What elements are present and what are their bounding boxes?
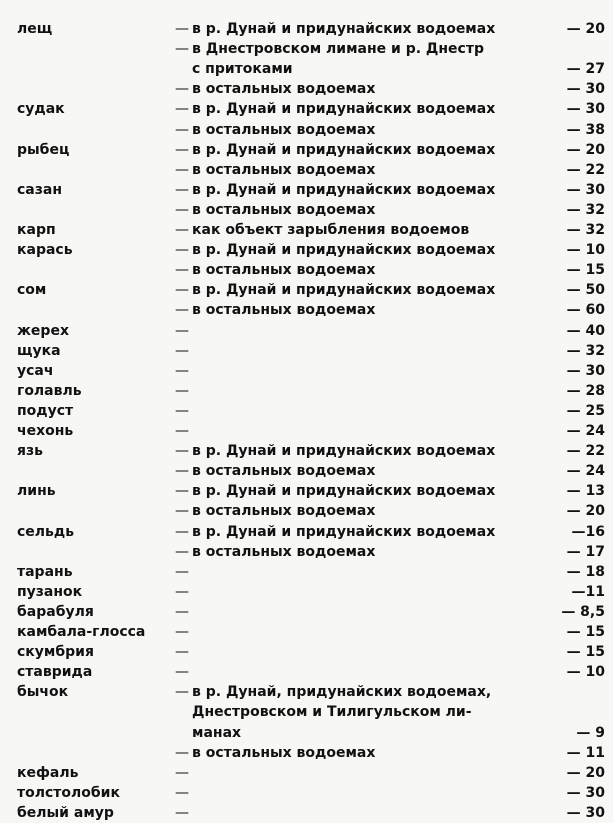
fish-name: жерех bbox=[17, 322, 69, 339]
dash-separator: — bbox=[175, 583, 189, 600]
habitat-description: Днестровском и Тилигульском ли- bbox=[192, 704, 472, 721]
habitat-description: в остальных водоемах bbox=[192, 543, 376, 560]
table-row bbox=[0, 562, 613, 582]
table-row bbox=[0, 642, 613, 662]
table-row bbox=[0, 622, 613, 642]
fish-name: барабуля bbox=[17, 603, 94, 620]
habitat-description: в р. Дунай и придунайских водоемах bbox=[192, 101, 496, 118]
dash-separator: — bbox=[175, 101, 189, 118]
table-row bbox=[0, 39, 613, 59]
habitat-description: манах bbox=[192, 724, 242, 741]
size-value: — 50 bbox=[566, 282, 605, 299]
table-row bbox=[0, 59, 613, 79]
table-row bbox=[0, 783, 613, 803]
size-value: — 27 bbox=[566, 61, 605, 78]
fish-name: белый амур bbox=[17, 804, 114, 821]
size-value: — 30 bbox=[566, 81, 605, 98]
size-value: — 18 bbox=[566, 563, 605, 580]
fish-name: чехонь bbox=[17, 423, 74, 439]
habitat-description: в остальных водоемах bbox=[192, 262, 376, 279]
dash-separator: — bbox=[175, 262, 189, 279]
habitat-description: в р. Дунай и придунайских водоемах bbox=[192, 141, 496, 158]
table-row bbox=[0, 79, 613, 99]
size-value: — 28 bbox=[566, 382, 605, 399]
table-row bbox=[0, 99, 613, 119]
habitat-description: в р. Дунай и придунайских водоемах bbox=[192, 282, 496, 299]
table-row bbox=[0, 381, 613, 401]
table-row bbox=[0, 220, 613, 240]
dash-separator: — bbox=[175, 744, 189, 761]
size-value: — 22 bbox=[566, 443, 605, 460]
fish-name: бычок bbox=[17, 684, 69, 701]
habitat-description: в остальных водоемах bbox=[192, 81, 376, 98]
size-value: — 15 bbox=[566, 262, 605, 279]
dash-separator: — bbox=[175, 684, 189, 701]
habitat-description: в остальных водоемах bbox=[192, 463, 376, 480]
dash-separator: — bbox=[175, 362, 189, 379]
habitat-description: в остальных водоемах bbox=[192, 503, 376, 520]
table-row bbox=[0, 743, 613, 763]
fish-name: линь bbox=[17, 483, 56, 500]
dash-separator: — bbox=[175, 282, 189, 299]
dash-separator: — bbox=[175, 644, 189, 661]
habitat-description: в остальных водоемах bbox=[192, 744, 376, 761]
table-row bbox=[0, 763, 613, 783]
fish-name: карп bbox=[17, 222, 56, 238]
fish-name: тарань bbox=[17, 563, 73, 580]
dash-separator: — bbox=[175, 664, 189, 681]
habitat-description: в р. Дунай и придунайских водоемах bbox=[192, 523, 496, 540]
size-value: — 30 bbox=[566, 804, 605, 821]
fish-name: сельдь bbox=[17, 523, 75, 540]
table-row bbox=[0, 200, 613, 220]
fish-name: язь bbox=[17, 443, 43, 460]
dash-separator: — bbox=[175, 242, 189, 259]
dash-separator: — bbox=[175, 181, 189, 198]
size-value: — 25 bbox=[566, 402, 605, 419]
habitat-description: в р. Дунай и придунайских водоемах bbox=[192, 242, 496, 259]
size-value: — 30 bbox=[566, 101, 605, 118]
table-row bbox=[0, 702, 613, 722]
dash-separator: — bbox=[175, 382, 189, 399]
size-value: — 32 bbox=[566, 222, 605, 238]
table-row bbox=[0, 522, 613, 542]
dash-separator: — bbox=[175, 121, 189, 138]
habitat-description: в р. Дунай и придунайских водоемах bbox=[192, 21, 496, 37]
size-value: — 24 bbox=[566, 423, 605, 439]
table-row bbox=[0, 280, 613, 300]
table-row bbox=[0, 160, 613, 180]
dash-separator: — bbox=[175, 201, 189, 218]
size-value: — 38 bbox=[566, 121, 605, 138]
size-value: — 32 bbox=[566, 342, 605, 359]
table-row bbox=[0, 461, 613, 481]
dash-separator: — bbox=[175, 624, 189, 640]
size-value: — 10 bbox=[566, 664, 605, 681]
size-value: — 30 bbox=[566, 181, 605, 198]
table-row bbox=[0, 180, 613, 200]
fish-name: кефаль bbox=[17, 764, 79, 781]
fish-name: щука bbox=[17, 342, 61, 359]
fish-name: лещ bbox=[17, 21, 53, 37]
size-value: —16 bbox=[571, 523, 605, 540]
table-row bbox=[0, 803, 613, 823]
dash-separator: — bbox=[175, 463, 189, 480]
table-row bbox=[0, 501, 613, 521]
dash-separator: — bbox=[175, 603, 189, 620]
size-value: — 8,5 bbox=[561, 603, 605, 620]
dash-separator: — bbox=[175, 764, 189, 781]
table-row bbox=[0, 441, 613, 461]
size-value: — 32 bbox=[566, 201, 605, 218]
table-row bbox=[0, 240, 613, 260]
habitat-description: в р. Дунай и придунайских водоемах bbox=[192, 181, 496, 198]
dash-separator: — bbox=[175, 161, 189, 178]
habitat-description: в Днестровском лимане и р. Днестр bbox=[192, 41, 484, 58]
table-row bbox=[0, 421, 613, 441]
size-value: —11 bbox=[571, 583, 605, 600]
dash-separator: — bbox=[175, 21, 189, 37]
table-row bbox=[0, 662, 613, 682]
size-value: — 20 bbox=[566, 21, 605, 37]
dash-separator: — bbox=[175, 423, 189, 439]
size-value: — 40 bbox=[566, 322, 605, 339]
table-row bbox=[0, 582, 613, 602]
fish-name: пузанок bbox=[17, 583, 83, 600]
dash-separator: — bbox=[175, 443, 189, 460]
habitat-description: в остальных водоемах bbox=[192, 302, 376, 319]
fish-name: рыбец bbox=[17, 141, 70, 158]
size-value: — 17 bbox=[566, 543, 605, 560]
dash-separator: — bbox=[175, 523, 189, 540]
dash-separator: — bbox=[175, 563, 189, 580]
habitat-description: в остальных водоемах bbox=[192, 161, 376, 178]
table-row bbox=[0, 723, 613, 743]
size-value: — 15 bbox=[566, 624, 605, 640]
size-value: — 11 bbox=[566, 744, 605, 761]
dash-separator: — bbox=[175, 804, 189, 821]
fish-name: скумбрия bbox=[17, 644, 94, 661]
size-value: — 22 bbox=[566, 161, 605, 178]
habitat-description: в р. Дунай и придунайских водоемах bbox=[192, 443, 496, 460]
table-row bbox=[0, 401, 613, 421]
dash-separator: — bbox=[175, 41, 189, 58]
size-value: — 24 bbox=[566, 463, 605, 480]
table-row bbox=[0, 481, 613, 501]
fish-name: голавль bbox=[17, 382, 82, 399]
dash-separator: — bbox=[175, 402, 189, 419]
fish-name: сом bbox=[17, 282, 47, 299]
size-value: — 13 bbox=[566, 483, 605, 500]
habitat-description: в р. Дунай, придунайских водоемах, bbox=[192, 684, 492, 701]
dash-separator: — bbox=[175, 342, 189, 359]
table-row bbox=[0, 321, 613, 341]
size-value: — 20 bbox=[566, 503, 605, 520]
size-value: — 10 bbox=[566, 242, 605, 259]
table-row bbox=[0, 361, 613, 381]
fish-name: судак bbox=[17, 101, 65, 118]
habitat-description: в остальных водоемах bbox=[192, 201, 376, 218]
dash-separator: — bbox=[175, 784, 189, 801]
size-value: — 20 bbox=[566, 141, 605, 158]
fish-name: ставрида bbox=[17, 664, 93, 681]
size-value: — 60 bbox=[566, 302, 605, 319]
habitat-description: с притоками bbox=[192, 61, 293, 78]
table-row bbox=[0, 602, 613, 622]
dash-separator: — bbox=[175, 322, 189, 339]
table-row bbox=[0, 682, 613, 702]
dash-separator: — bbox=[175, 483, 189, 500]
table-row bbox=[0, 19, 613, 39]
size-value: — 30 bbox=[566, 784, 605, 801]
table-row bbox=[0, 300, 613, 320]
size-value: — 15 bbox=[566, 644, 605, 661]
fish-name: толстолобик bbox=[17, 784, 120, 801]
fish-name: усач bbox=[17, 362, 54, 379]
habitat-description: в остальных водоемах bbox=[192, 121, 376, 138]
size-value: — 30 bbox=[566, 362, 605, 379]
dash-separator: — bbox=[175, 81, 189, 98]
fish-name: сазан bbox=[17, 181, 63, 198]
habitat-description: в р. Дунай и придунайских водоемах bbox=[192, 483, 496, 500]
table-row bbox=[0, 341, 613, 361]
table-row bbox=[0, 260, 613, 280]
dash-separator: — bbox=[175, 302, 189, 319]
dash-separator: — bbox=[175, 141, 189, 158]
dash-separator: — bbox=[175, 543, 189, 560]
dash-separator: — bbox=[175, 222, 189, 238]
table-row bbox=[0, 120, 613, 140]
fish-name: камбала-глосса bbox=[17, 624, 146, 640]
size-value: — 9 bbox=[576, 724, 605, 741]
fish-name: карась bbox=[17, 242, 73, 259]
size-value: — 20 bbox=[566, 764, 605, 781]
table-row bbox=[0, 542, 613, 562]
table-row bbox=[0, 140, 613, 160]
habitat-description: как объект зарыбления водоемов bbox=[192, 222, 470, 238]
dash-separator: — bbox=[175, 503, 189, 520]
fish-name: подуст bbox=[17, 402, 74, 419]
